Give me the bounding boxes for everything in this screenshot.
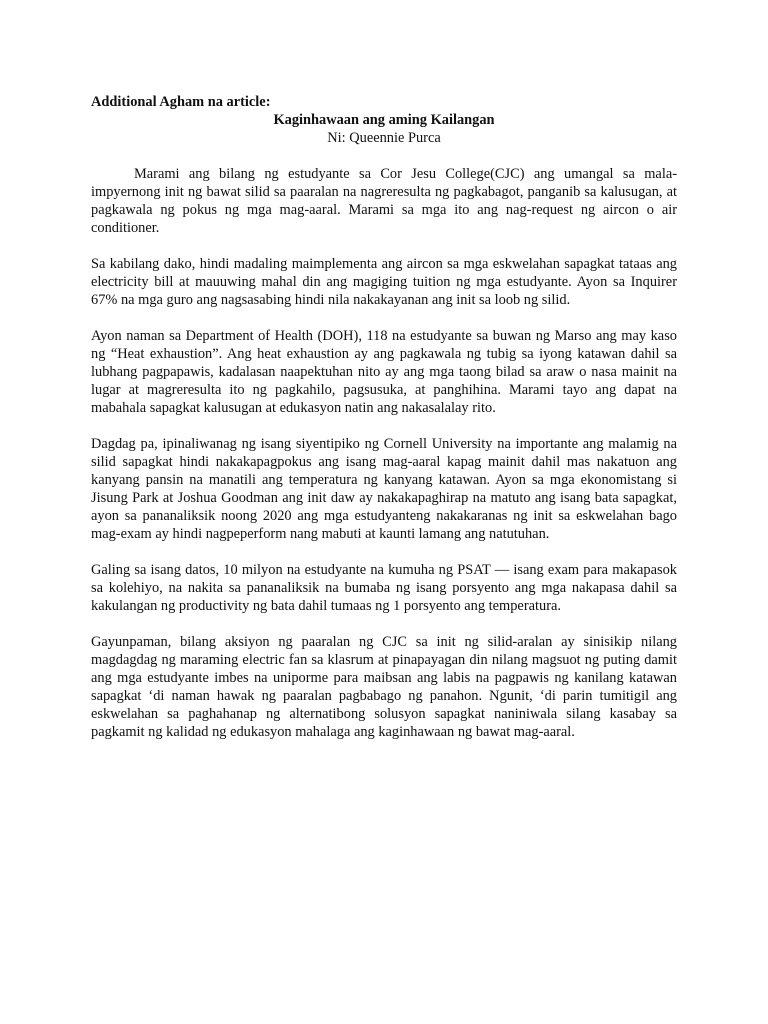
document-heading: Additional Agham na article: [91, 94, 271, 110]
article-paragraph-6: Gayunpaman, bilang aksiyon ng paaralan ng CJC sa init ng silid-aralan ay sinisikip nilang magdagdag ng maraming electric fan sa klasrum at pinapayagan din nilang magsuot ng puting damit ang mga estudyante imbes na uniporme para maibsan ang labis na pagpawis ng kanilang katawan sapagkat ‘di naman hawak ng paaralan pagbabago ng panahon. Ngunit, ‘di parin tumitigil ang eskwelahan sa paghahanap ng alternatibong solusyon sapagkat naniniwala silang kasabay sa pagkamit ng kalidad ng edukasyon mahalaga ang kaginhawaan ng bawat mag-aaral. [91, 634, 677, 740]
article-author: Ni: Queennie Purca [327, 130, 441, 146]
article-paragraph-5: Galing sa isang datos, 10 milyon na estudyante na kumuha ng PSAT — isang exam para makapasok sa kolehiyo, na nakita sa pananaliksik na bumaba ng isang porsyento ang mga nakapasa dahil sa kakulangan ng productivity ng bata dahil tumaas ng 1 porsyento ang temperatura. [91, 562, 677, 614]
article-title: Kaginhawaan ang aming Kailangan [273, 112, 495, 128]
article-paragraph-2: Sa kabilang dako, hindi madaling maimplementa ang aircon sa mga eskwelahan sapagkat tataas ang electricity bill at mauuwing mahal din ang magiging tuition ng mga estudyante. Ayon sa Inquirer 67% na mga guro ang nagsasabing hindi nila nakakayanan ang init sa loob ng silid. [91, 256, 677, 308]
article-paragraph-4: Dagdag pa, ipinaliwanag ng isang siyentipiko ng Cornell University na importante ang malamig na silid sapagkat hindi nakakapagpokus ang isang mag-aaral kapag mainit dahil mas nakatuon ang kanyang pansin na manatili ang temperatura ng kanyang katawan. Ayon sa mga ekonomistang si Jisung Park at Joshua Goodman ang init daw ay nakakapaghirap na matuto ang isang bata sapagkat, ayon sa pananaliksik noong 2020 ang mga estudyanteng nakakaranas ng init sa eskwelahan bago mag-exam ay hindi nagpeperform nang mabuti at kaunti lamang ang natutuhan. [91, 436, 677, 542]
article-paragraph-3: Ayon naman sa Department of Health (DOH), 118 na estudyante sa buwan ng Marso ang may kaso ng “Heat exhaustion”. Ang heat exhaustion ay ang pagkawala ng tubig sa iyong katawan dahil sa lubhang pagpapawis, kadalasan naapektuhan nito ay ang mga taong bilad sa araw o nasa mainit na lugar at magreresulta ito ng pagkahilo, pagsusuka, at panghihina. Marami tayo ang dapat na mabahala sapagkat kalusugan at edukasyon natin ang nakasalalay rito. [91, 328, 677, 416]
document-page [91, 93, 677, 759]
article-paragraph-1: Marami ang bilang ng estudyante sa Cor Jesu College(CJC) ang umangal sa mala-impyernong init ng bawat silid sa paaralan na nagreresulta ng pagkabagot, panganib sa kalusugan, at pagkawala ng pokus ng mga mag-aaral. Marami sa mga ito ang nag-request ng aircon o air conditioner. [91, 166, 677, 236]
